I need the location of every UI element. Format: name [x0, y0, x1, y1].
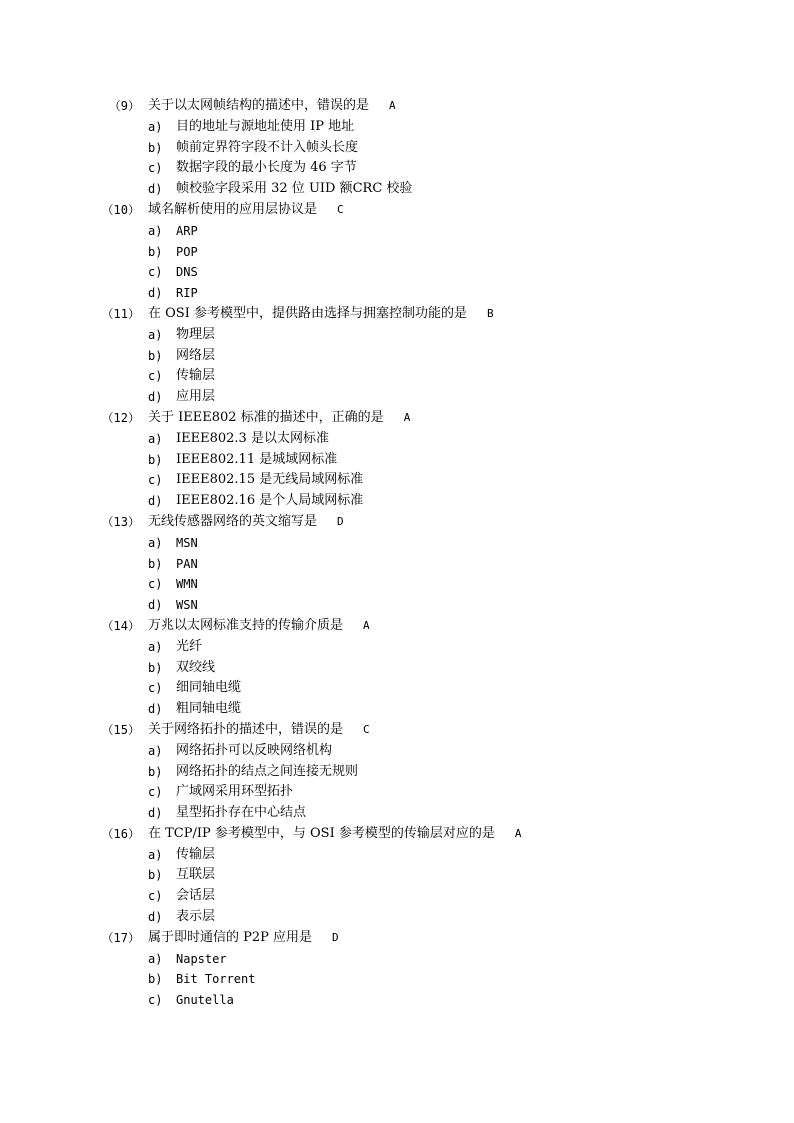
option-b — [0, 242, 794, 263]
option-label: a) — [148, 223, 163, 238]
option-label: b) — [148, 972, 163, 987]
option-label: a) — [148, 535, 163, 550]
option-b — [0, 346, 794, 367]
option-d — [0, 595, 794, 616]
question-text-wrap — [148, 96, 396, 117]
question-16 — [0, 824, 794, 928]
option-text: PAN — [176, 556, 198, 571]
option-text: 数据字段的最小长度为 46 字节 — [176, 160, 357, 176]
option-text: 帧校验字段采用 32 位 UID 额CRC 校验 — [176, 181, 413, 197]
question-text-wrap — [148, 720, 370, 741]
option-text: IEEE802.3 是以太网标准 — [176, 430, 329, 446]
question-answer: A — [389, 99, 396, 112]
option-text: 会话层 — [176, 888, 216, 904]
option-a — [0, 429, 794, 450]
option-text: 传输层 — [176, 368, 216, 384]
option-text: Napster — [176, 951, 227, 966]
option-label: b) — [148, 556, 163, 571]
question-text: 关于网络拓扑的描述中，错误的是 — [148, 721, 344, 737]
question-text: 万兆以太网标准支持的传输介质是 — [148, 617, 344, 633]
option-label: d) — [148, 702, 163, 717]
option-label: d) — [148, 910, 163, 925]
option-text: ARP — [176, 223, 198, 238]
option-label: d) — [148, 494, 163, 509]
option-b — [0, 762, 794, 783]
option-d — [0, 491, 794, 512]
option-label: b) — [148, 452, 163, 467]
option-text: 物理层 — [176, 326, 216, 342]
question-15 — [0, 720, 794, 824]
question-text-wrap — [148, 928, 339, 949]
option-label: d) — [148, 390, 163, 405]
option-text: 网络拓扑可以反映网络机构 — [176, 742, 333, 758]
option-label: a) — [148, 743, 163, 758]
option-d — [0, 803, 794, 824]
option-label: c) — [148, 889, 163, 904]
option-d — [0, 179, 794, 200]
question-line — [0, 304, 794, 325]
question-line — [0, 616, 794, 637]
question-text-wrap — [148, 512, 344, 533]
option-c — [0, 574, 794, 595]
option-text: 广域网采用环型拓扑 — [176, 784, 294, 800]
question-answer: A — [514, 826, 522, 840]
option-label: c) — [148, 681, 163, 696]
option-text: 帧前定界符字段不计入帧头长度 — [176, 139, 359, 155]
question-13 — [0, 512, 794, 616]
option-b — [0, 554, 794, 575]
option-c — [0, 470, 794, 491]
option-text: 网络层 — [176, 347, 216, 363]
question-line — [0, 512, 794, 533]
option-label: b) — [148, 868, 163, 883]
option-a — [0, 533, 794, 554]
option-text: 双绞线 — [176, 659, 216, 675]
option-label: c) — [148, 577, 163, 592]
question-text: 关于以太网帧结构的描述中，错误的是 — [148, 98, 370, 113]
question-number: （14） — [101, 618, 140, 633]
option-b — [0, 138, 794, 159]
option-label: a) — [148, 951, 163, 966]
question-answer: C — [363, 722, 370, 736]
option-text: 星型拓扑存在中心结点 — [176, 805, 307, 821]
exam-page — [0, 96, 794, 1011]
option-label: a) — [148, 431, 163, 446]
question-text-wrap — [148, 408, 410, 429]
option-b — [0, 969, 794, 990]
question-answer: A — [403, 410, 411, 424]
option-text: RIP — [176, 286, 198, 301]
option-text: 目的地址与源地址使用 IP 地址 — [176, 118, 355, 134]
question-answer: D — [332, 930, 339, 944]
question-line — [0, 928, 794, 949]
option-label: b) — [148, 660, 163, 675]
question-text-wrap — [148, 304, 494, 325]
question-line — [0, 96, 794, 117]
question-text: 在 TCP/IP 参考模型中，与 OSI 参考模型的传输层对应的是 — [148, 825, 495, 841]
option-text: Gnutella — [176, 993, 234, 1008]
option-label: a) — [148, 327, 163, 342]
question-9 — [0, 96, 794, 200]
option-text: WSN — [176, 598, 198, 613]
question-14 — [0, 616, 794, 720]
question-line — [0, 408, 794, 429]
option-label: b) — [148, 348, 163, 363]
option-label: c) — [148, 785, 163, 800]
question-text-wrap — [148, 616, 370, 637]
option-label: c) — [148, 369, 163, 384]
question-answer: D — [337, 514, 344, 528]
question-number: （11） — [101, 306, 140, 321]
question-number: （15） — [101, 722, 140, 737]
question-text: 属于即时通信的 P2P 应用是 — [148, 929, 313, 945]
option-text: IEEE802.11 是城域网标准 — [176, 451, 338, 467]
option-label: c) — [148, 265, 163, 280]
option-c — [0, 782, 794, 803]
option-label: d) — [148, 286, 163, 301]
question-number: （16） — [101, 826, 140, 841]
question-number: （12） — [101, 410, 140, 425]
option-text: 应用层 — [176, 389, 216, 405]
option-a — [0, 117, 794, 138]
option-text: 粗同轴电缆 — [176, 701, 242, 717]
option-c — [0, 262, 794, 283]
question-number: （9） — [108, 99, 140, 113]
question-text-wrap — [148, 824, 521, 845]
option-a — [0, 221, 794, 242]
option-a — [0, 325, 794, 346]
question-line — [0, 824, 794, 845]
option-label: b) — [148, 244, 163, 259]
option-c — [0, 886, 794, 907]
question-text-wrap — [148, 200, 344, 221]
option-d — [0, 699, 794, 720]
question-answer: C — [337, 202, 344, 216]
option-d — [0, 387, 794, 408]
option-text: 细同轴电缆 — [176, 680, 242, 696]
option-label: d) — [148, 806, 163, 821]
option-text: MSN — [176, 535, 198, 550]
option-d — [0, 907, 794, 928]
question-answer: B — [486, 306, 494, 320]
option-label: c) — [148, 473, 163, 488]
option-label: a) — [148, 847, 163, 862]
option-c — [0, 678, 794, 699]
option-d — [0, 283, 794, 304]
question-number: （10） — [101, 202, 140, 217]
option-label: c) — [148, 993, 163, 1008]
option-b — [0, 865, 794, 886]
option-a — [0, 637, 794, 658]
option-text: 网络拓扑的结点之间连接无规则 — [176, 763, 359, 779]
option-b — [0, 658, 794, 679]
option-label: a) — [148, 119, 163, 134]
option-label: b) — [148, 764, 163, 779]
option-text: 光纤 — [176, 638, 203, 654]
option-text: WMN — [176, 577, 198, 592]
option-c — [0, 158, 794, 179]
question-line — [0, 720, 794, 741]
question-17 — [0, 928, 794, 1011]
option-a — [0, 845, 794, 866]
option-text: IEEE802.16 是个人局域网标准 — [176, 493, 364, 509]
option-text: IEEE802.15 是无线局域网标准 — [176, 472, 364, 488]
option-label: a) — [148, 639, 163, 654]
option-text: 互联层 — [176, 867, 216, 883]
question-number: （13） — [101, 514, 140, 529]
question-text: 在 OSI 参考模型中，提供路由选择与拥塞控制功能的是 — [148, 305, 467, 321]
option-c — [0, 990, 794, 1011]
option-label: d) — [148, 598, 163, 613]
question-text: 无线传感器网络的英文缩写是 — [148, 513, 318, 529]
option-b — [0, 450, 794, 471]
question-number: （17） — [101, 930, 140, 945]
question-line — [0, 200, 794, 221]
option-label: b) — [148, 140, 163, 155]
option-label: d) — [148, 182, 163, 197]
option-text: Bit Torrent — [176, 972, 256, 987]
question-10 — [0, 200, 794, 304]
question-12 — [0, 408, 794, 512]
option-label: c) — [148, 161, 163, 176]
option-c — [0, 366, 794, 387]
option-text: 表示层 — [176, 909, 216, 925]
option-a — [0, 741, 794, 762]
question-text: 域名解析使用的应用层协议是 — [148, 201, 318, 217]
option-text: POP — [176, 244, 198, 259]
question-text: 关于 IEEE802 标准的描述中，正确的是 — [148, 409, 384, 425]
question-11 — [0, 304, 794, 408]
option-a — [0, 949, 794, 970]
option-text: 传输层 — [176, 846, 216, 862]
question-answer: A — [363, 618, 370, 632]
option-text: DNS — [176, 265, 198, 280]
